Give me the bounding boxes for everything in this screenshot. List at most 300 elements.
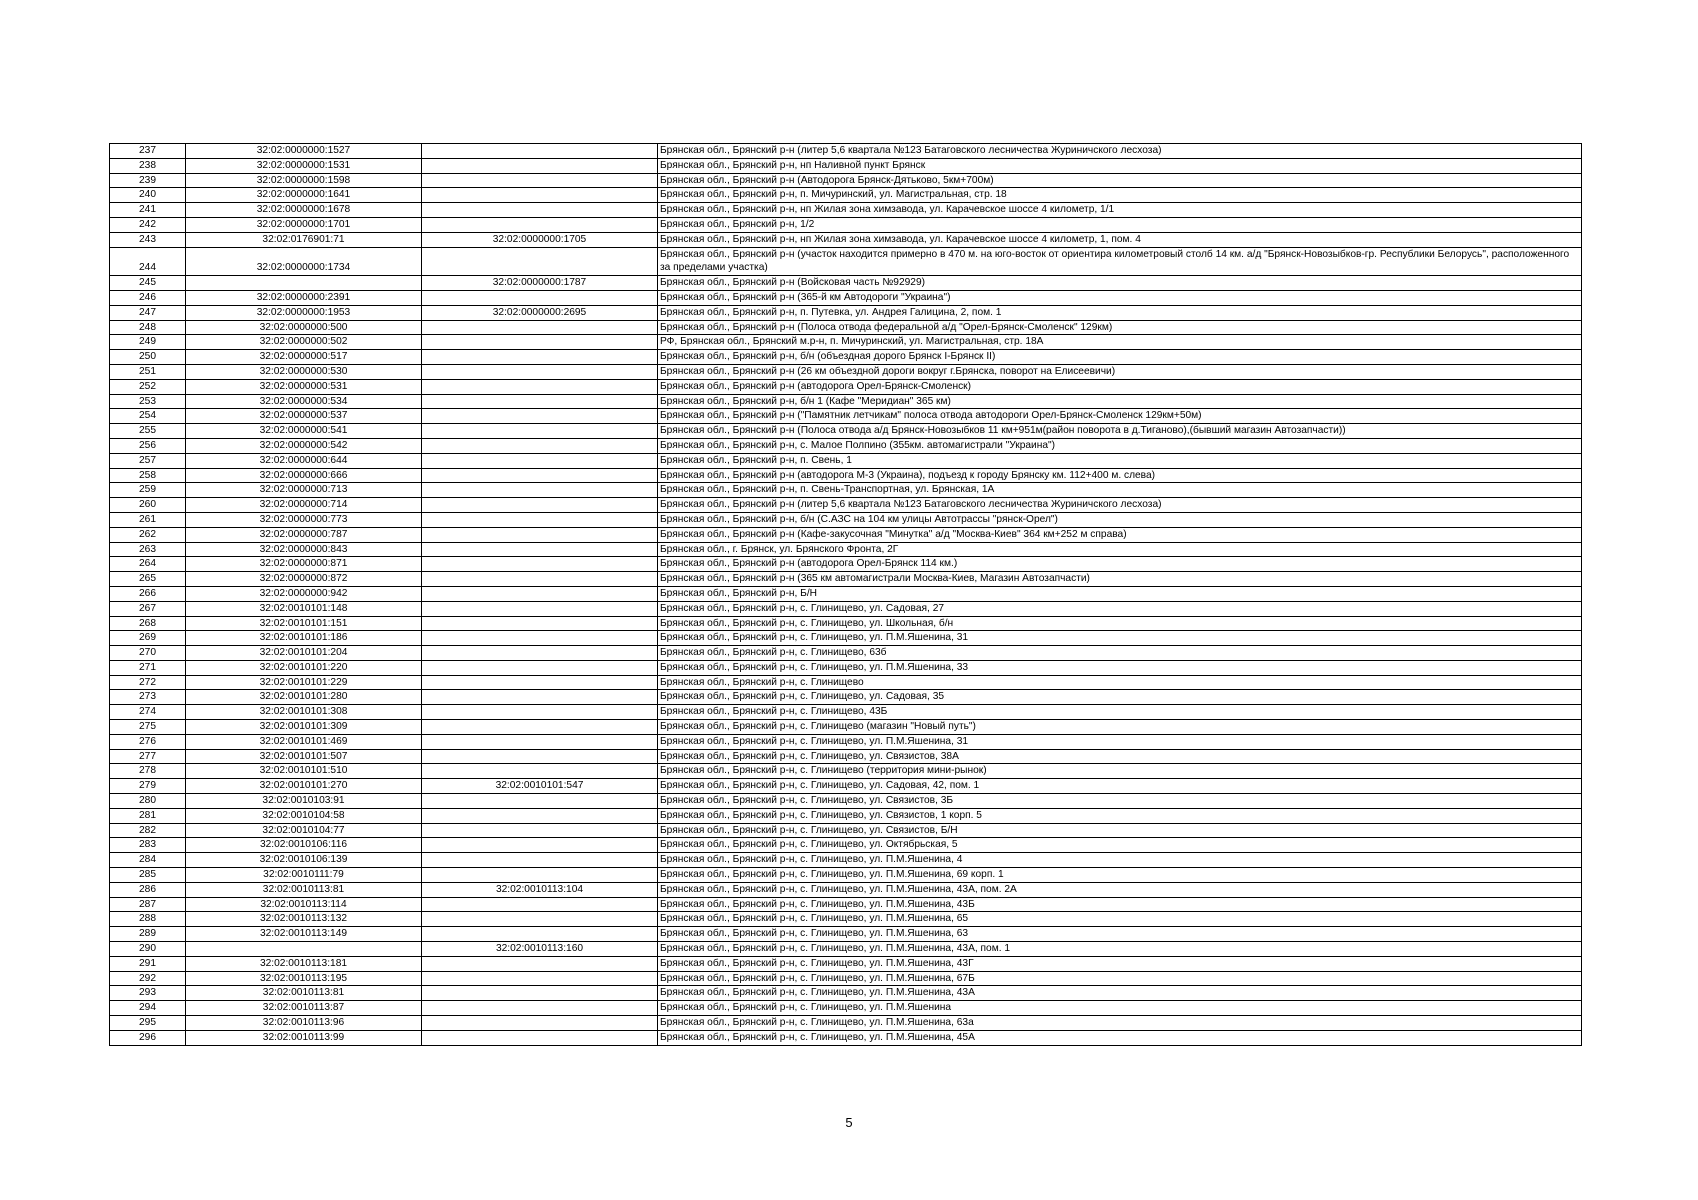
address: Брянская обл., Брянский р-н, с. Глинищево, ул. П.М.Яшенина, 4 <box>658 853 1582 868</box>
row-number: 277 <box>110 749 186 764</box>
row-number: 282 <box>110 823 186 838</box>
row-number: 289 <box>110 927 186 942</box>
row-number: 246 <box>110 290 186 305</box>
address: Брянская обл., Брянский р-н, с. Глинищево, ул. Октябрьская, 5 <box>658 838 1582 853</box>
table-row <box>110 764 1582 779</box>
row-number: 240 <box>110 188 186 203</box>
row-number: 285 <box>110 868 186 883</box>
related-cadastral-number <box>422 424 658 439</box>
table-row <box>110 986 1582 1001</box>
address: Брянская обл., Брянский р-н, с. Глинищево, ул. П.М.Яшенина, 45А <box>658 1030 1582 1045</box>
address: Брянская обл., Брянский р-н (Войсковая часть №92929) <box>658 276 1582 291</box>
row-number: 274 <box>110 705 186 720</box>
table-row <box>110 956 1582 971</box>
related-cadastral-number <box>422 409 658 424</box>
address: Брянская обл., Брянский р-н (365 км автомагистрали Москва-Киев, Магазин Автозапчасти) <box>658 572 1582 587</box>
related-cadastral-number <box>422 320 658 335</box>
address: Брянская обл., Брянский р-н (26 км объездной дороги вокруг г.Брянска, поворот на Елисеевичи) <box>658 364 1582 379</box>
address: Брянская обл., Брянский р-н, с. Глинищево, ул. П.М.Яшенина <box>658 1001 1582 1016</box>
row-number: 244 <box>110 247 186 276</box>
related-cadastral-number <box>422 646 658 661</box>
cadastral-number: 32:02:0010113:87 <box>186 1001 422 1016</box>
related-cadastral-number <box>422 290 658 305</box>
address: Брянская обл., Брянский р-н (Кафе-закусочная "Минутка" а/д "Москва-Киев" 364 км+252 м справа) <box>658 527 1582 542</box>
address: Брянская обл., Брянский р-н, с. Глинищево, ул. П.М.Яшенина, 65 <box>658 912 1582 927</box>
row-number: 241 <box>110 203 186 218</box>
related-cadastral-number <box>422 1016 658 1031</box>
cadastral-number: 32:02:0000000:517 <box>186 350 422 365</box>
table-row <box>110 468 1582 483</box>
cadastral-number: 32:02:0010101:151 <box>186 616 422 631</box>
cadastral-number: 32:02:0010101:469 <box>186 734 422 749</box>
related-cadastral-number: 32:02:0010101:547 <box>422 779 658 794</box>
table-row <box>110 838 1582 853</box>
cadastral-number: 32:02:0010106:116 <box>186 838 422 853</box>
cadastral-number: 32:02:0000000:531 <box>186 379 422 394</box>
table-row <box>110 808 1582 823</box>
related-cadastral-number <box>422 912 658 927</box>
related-cadastral-number <box>422 971 658 986</box>
address: Брянская обл., Брянский р-н, с. Глинищево (территория мини-рынок) <box>658 764 1582 779</box>
related-cadastral-number <box>422 173 658 188</box>
address: Брянская обл., Брянский р-н, п. Мичуринский, ул. Магистральная, стр. 18 <box>658 188 1582 203</box>
address: Брянская обл., Брянский р-н, с. Глинищево, ул. Садовая, 42, пом. 1 <box>658 779 1582 794</box>
cadastral-number: 32:02:0000000:1527 <box>186 144 422 159</box>
cadastral-number: 32:02:0010113:96 <box>186 1016 422 1031</box>
table-row <box>110 350 1582 365</box>
address: Брянская обл., Брянский р-н, с. Глинищево (магазин "Новый путь") <box>658 720 1582 735</box>
table-row <box>110 188 1582 203</box>
row-number: 279 <box>110 779 186 794</box>
row-number: 237 <box>110 144 186 159</box>
related-cadastral-number <box>422 453 658 468</box>
cadastral-number: 32:02:0000000:1734 <box>186 247 422 276</box>
cadastral-number: 32:02:0000000:530 <box>186 364 422 379</box>
row-number: 281 <box>110 808 186 823</box>
related-cadastral-number <box>422 868 658 883</box>
address: Брянская обл., Брянский р-н, нп Наливной пункт Брянск <box>658 158 1582 173</box>
related-cadastral-number <box>422 601 658 616</box>
related-cadastral-number <box>422 217 658 232</box>
cadastral-number: 32:02:0010111:79 <box>186 868 422 883</box>
row-number: 295 <box>110 1016 186 1031</box>
table-row <box>110 364 1582 379</box>
row-number: 256 <box>110 438 186 453</box>
row-number: 273 <box>110 690 186 705</box>
cadastral-number: 32:02:0010113:81 <box>186 882 422 897</box>
cadastral-number: 32:02:0000000:1531 <box>186 158 422 173</box>
table-row <box>110 1016 1582 1031</box>
address: Брянская обл., Брянский р-н (365-й км Автодороги "Украина") <box>658 290 1582 305</box>
table-row <box>110 616 1582 631</box>
address: Брянская обл., Брянский р-н, с. Малое Полпино (355км. автомагистрали "Украина") <box>658 438 1582 453</box>
table-row <box>110 409 1582 424</box>
row-number: 260 <box>110 498 186 513</box>
cadastral-number: 32:02:0000000:542 <box>186 438 422 453</box>
table-row <box>110 542 1582 557</box>
address: Брянская обл., Брянский р-н, с. Глинищево, ул. Садовая, 35 <box>658 690 1582 705</box>
row-number: 291 <box>110 956 186 971</box>
related-cadastral-number: 32:02:0000000:1705 <box>422 232 658 247</box>
related-cadastral-number <box>422 586 658 601</box>
cadastral-number: 32:02:0000000:1678 <box>186 203 422 218</box>
row-number: 271 <box>110 660 186 675</box>
related-cadastral-number <box>422 542 658 557</box>
table-row <box>110 498 1582 513</box>
cadastral-number: 32:02:0010113:99 <box>186 1030 422 1045</box>
row-number: 249 <box>110 335 186 350</box>
cadastral-number: 32:02:0010106:139 <box>186 853 422 868</box>
cadastral-number: 32:02:0010101:280 <box>186 690 422 705</box>
address: Брянская обл., Брянский р-н (литер 5,6 квартала №123 Батаговского лесничества Журиничского лесхоза) <box>658 498 1582 513</box>
cadastral-number: 32:02:0010103:91 <box>186 794 422 809</box>
row-number: 251 <box>110 364 186 379</box>
table-row <box>110 217 1582 232</box>
address: Брянская обл., Брянский р-н, б/н (объездная дорого Брянск I-Брянск II) <box>658 350 1582 365</box>
table-row <box>110 394 1582 409</box>
address: Брянская обл., Брянский р-н, с. Глинищево, ул. П.М.Яшенина, 43А <box>658 986 1582 1001</box>
table-row <box>110 453 1582 468</box>
table-row <box>110 276 1582 291</box>
related-cadastral-number <box>422 512 658 527</box>
address: Брянская обл., Брянский р-н, нп Жилая зона химзавода, ул. Карачевское шоссе 4 километр, 1/1 <box>658 203 1582 218</box>
row-number: 283 <box>110 838 186 853</box>
table-row <box>110 557 1582 572</box>
cadastral-number <box>186 276 422 291</box>
table-row <box>110 1030 1582 1045</box>
address: Брянская обл., Брянский р-н, п. Путевка, ул. Андрея Галицина, 2, пом. 1 <box>658 305 1582 320</box>
row-number: 278 <box>110 764 186 779</box>
cadastral-number: 32:02:0010113:181 <box>186 956 422 971</box>
address: Брянская обл., Брянский р-н, с. Глинищево <box>658 675 1582 690</box>
table-row <box>110 675 1582 690</box>
cadastral-number: 32:02:0010101:270 <box>186 779 422 794</box>
cadastral-number: 32:02:0010101:186 <box>186 631 422 646</box>
address: Брянская обл., Брянский р-н, с. Глинищево, ул. Связистов, Б/Н <box>658 823 1582 838</box>
related-cadastral-number <box>422 838 658 853</box>
table-row <box>110 631 1582 646</box>
row-number: 265 <box>110 572 186 587</box>
row-number: 245 <box>110 276 186 291</box>
cadastral-number: 32:02:0000000:773 <box>186 512 422 527</box>
related-cadastral-number <box>422 364 658 379</box>
row-number: 252 <box>110 379 186 394</box>
table-row <box>110 572 1582 587</box>
related-cadastral-number <box>422 350 658 365</box>
address: Брянская обл., Брянский р-н (Полоса отвода а/д Брянск-Новозыбков 11 км+951м(район поворота в д.Тиганово),(бывший магазин Автозапчасти)) <box>658 424 1582 439</box>
table-row <box>110 424 1582 439</box>
table-row <box>110 927 1582 942</box>
address: Брянская обл., Брянский р-н, с. Глинищево, 43Б <box>658 705 1582 720</box>
related-cadastral-number <box>422 527 658 542</box>
table-row <box>110 512 1582 527</box>
related-cadastral-number <box>422 247 658 276</box>
row-number: 238 <box>110 158 186 173</box>
table-row <box>110 173 1582 188</box>
related-cadastral-number <box>422 557 658 572</box>
cadastral-number: 32:02:0000000:502 <box>186 335 422 350</box>
cadastral-number: 32:02:0010113:81 <box>186 986 422 1001</box>
address: Брянская обл., Брянский р-н (литер 5,6 квартала №123 Батаговского лесничества Журиничского лесхоза) <box>658 144 1582 159</box>
related-cadastral-number <box>422 853 658 868</box>
table-row <box>110 1001 1582 1016</box>
row-number: 266 <box>110 586 186 601</box>
related-cadastral-number <box>422 631 658 646</box>
cadastral-number: 32:02:0010101:507 <box>186 749 422 764</box>
related-cadastral-number: 32:02:0010113:160 <box>422 942 658 957</box>
cadastral-number: 32:02:0010101:204 <box>186 646 422 661</box>
row-number: 280 <box>110 794 186 809</box>
related-cadastral-number <box>422 379 658 394</box>
related-cadastral-number <box>422 483 658 498</box>
row-number: 270 <box>110 646 186 661</box>
cadastral-number: 32:02:0000000:871 <box>186 557 422 572</box>
address: Брянская обл., Брянский р-н, с. Глинищево, ул. П.М.Яшенина, 31 <box>658 734 1582 749</box>
row-number: 258 <box>110 468 186 483</box>
table-row <box>110 247 1582 276</box>
table-row <box>110 720 1582 735</box>
address: Брянская обл., Брянский р-н, с. Глинищево, ул. Связистов, 3Б <box>658 794 1582 809</box>
related-cadastral-number <box>422 394 658 409</box>
related-cadastral-number <box>422 438 658 453</box>
row-number: 262 <box>110 527 186 542</box>
table-row <box>110 912 1582 927</box>
row-number: 296 <box>110 1030 186 1045</box>
row-number: 243 <box>110 232 186 247</box>
table-row <box>110 823 1582 838</box>
table-row <box>110 144 1582 159</box>
cadastral-number <box>186 942 422 957</box>
cadastral-number: 32:02:0010101:510 <box>186 764 422 779</box>
address: Брянская обл., Брянский р-н, п. Свень, 1 <box>658 453 1582 468</box>
address: Брянская обл., Брянский р-н, с. Глинищево, ул. П.М.Яшенина, 69 корп. 1 <box>658 868 1582 883</box>
table-row <box>110 646 1582 661</box>
address: Брянская обл., Брянский р-н, п. Свень-Транспортная, ул. Брянская, 1А <box>658 483 1582 498</box>
row-number: 255 <box>110 424 186 439</box>
cadastral-number: 32:02:0010113:195 <box>186 971 422 986</box>
table-row <box>110 942 1582 957</box>
cadastral-number: 32:02:0000000:787 <box>186 527 422 542</box>
address: Брянская обл., Брянский р-н, с. Глинищево, ул. П.М.Яшенина, 33 <box>658 660 1582 675</box>
related-cadastral-number <box>422 794 658 809</box>
address: Брянская обл., Брянский р-н, Б/Н <box>658 586 1582 601</box>
related-cadastral-number <box>422 720 658 735</box>
table-row <box>110 290 1582 305</box>
table-row <box>110 779 1582 794</box>
table-row <box>110 483 1582 498</box>
row-number: 261 <box>110 512 186 527</box>
row-number: 242 <box>110 217 186 232</box>
related-cadastral-number <box>422 675 658 690</box>
related-cadastral-number <box>422 956 658 971</box>
row-number: 275 <box>110 720 186 735</box>
related-cadastral-number <box>422 986 658 1001</box>
row-number: 239 <box>110 173 186 188</box>
related-cadastral-number <box>422 897 658 912</box>
row-number: 290 <box>110 942 186 957</box>
cadastral-number: 32:02:0010101:308 <box>186 705 422 720</box>
address: Брянская обл., Брянский р-н (автодорога Орел-Брянск 114 км.) <box>658 557 1582 572</box>
address: Брянская обл., Брянский р-н, с. Глинищево, ул. Связистов, 1 корп. 5 <box>658 808 1582 823</box>
row-number: 247 <box>110 305 186 320</box>
row-number: 272 <box>110 675 186 690</box>
registry-table <box>109 143 1582 1046</box>
cadastral-number: 32:02:0000000:534 <box>186 394 422 409</box>
address: Брянская обл., Брянский р-н, с. Глинищево, ул. Связистов, 38А <box>658 749 1582 764</box>
table-row <box>110 853 1582 868</box>
row-number: 253 <box>110 394 186 409</box>
cadastral-number: 32:02:0000000:541 <box>186 424 422 439</box>
table-row <box>110 203 1582 218</box>
address: Брянская обл., Брянский р-н (автодорога Орел-Брянск-Смоленск) <box>658 379 1582 394</box>
table-row <box>110 601 1582 616</box>
table-row <box>110 690 1582 705</box>
row-number: 257 <box>110 453 186 468</box>
row-number: 268 <box>110 616 186 631</box>
table-row <box>110 586 1582 601</box>
related-cadastral-number <box>422 927 658 942</box>
cadastral-number: 32:02:0010104:77 <box>186 823 422 838</box>
cadastral-number: 32:02:0000000:537 <box>186 409 422 424</box>
address: Брянская обл., Брянский р-н, с. Глинищево, ул. П.М.Яшенина, 63а <box>658 1016 1582 1031</box>
table-row <box>110 527 1582 542</box>
address: Брянская обл., Брянский р-н, с. Глинищево, ул. П.М.Яшенина, 67Б <box>658 971 1582 986</box>
table-row <box>110 379 1582 394</box>
related-cadastral-number: 32:02:0010113:104 <box>422 882 658 897</box>
cadastral-number: 32:02:0010101:148 <box>186 601 422 616</box>
table-row <box>110 438 1582 453</box>
cadastral-number: 32:02:0000000:2391 <box>186 290 422 305</box>
address: Брянская обл., Брянский р-н, с. Глинищево, ул. П.М.Яшенина, 43Б <box>658 897 1582 912</box>
table-row <box>110 882 1582 897</box>
cadastral-number: 32:02:0000000:500 <box>186 320 422 335</box>
table-row <box>110 868 1582 883</box>
cadastral-number: 32:02:0010101:309 <box>186 720 422 735</box>
cadastral-number: 32:02:0010104:58 <box>186 808 422 823</box>
row-number: 248 <box>110 320 186 335</box>
address: Брянская обл., Брянский р-н, с. Глинищево, 63б <box>658 646 1582 661</box>
cadastral-number: 32:02:0000000:1641 <box>186 188 422 203</box>
related-cadastral-number <box>422 468 658 483</box>
related-cadastral-number <box>422 188 658 203</box>
table-row <box>110 705 1582 720</box>
address: Брянская обл., Брянский р-н, с. Глинищево, ул. П.М.Яшенина, 43Г <box>658 956 1582 971</box>
related-cadastral-number <box>422 660 658 675</box>
table-row <box>110 971 1582 986</box>
address: Брянская обл., Брянский р-н, б/н (С.АЗС на 104 км улицы Автотрассы "рянск-Орел") <box>658 512 1582 527</box>
table-row <box>110 660 1582 675</box>
row-number: 254 <box>110 409 186 424</box>
related-cadastral-number <box>422 764 658 779</box>
table-row <box>110 734 1582 749</box>
cadastral-number: 32:02:0000000:872 <box>186 572 422 587</box>
address: Брянская обл., Брянский р-н, с. Глинищево, ул. П.М.Яшенина, 31 <box>658 631 1582 646</box>
table-row <box>110 158 1582 173</box>
table-row <box>110 335 1582 350</box>
address: Брянская обл., г. Брянск, ул. Брянского Фронта, 2Г <box>658 542 1582 557</box>
cadastral-number: 32:02:0010113:149 <box>186 927 422 942</box>
related-cadastral-number <box>422 572 658 587</box>
cadastral-number: 32:02:0010101:220 <box>186 660 422 675</box>
cadastral-number: 32:02:0176901:71 <box>186 232 422 247</box>
row-number: 276 <box>110 734 186 749</box>
row-number: 294 <box>110 1001 186 1016</box>
row-number: 284 <box>110 853 186 868</box>
table-row <box>110 897 1582 912</box>
table-row <box>110 320 1582 335</box>
related-cadastral-number <box>422 498 658 513</box>
address: Брянская обл., Брянский р-н, с. Глинищево, ул. П.М.Яшенина, 43А, пом. 2А <box>658 882 1582 897</box>
address: РФ, Брянская обл., Брянский м.р-н, п. Мичуринский, ул. Магистральная, стр. 18А <box>658 335 1582 350</box>
row-number: 267 <box>110 601 186 616</box>
row-number: 287 <box>110 897 186 912</box>
cadastral-number: 32:02:0000000:644 <box>186 453 422 468</box>
address: Брянская обл., Брянский р-н (Полоса отвода федеральной а/д "Орел-Брянск-Смоленск" 129км) <box>658 320 1582 335</box>
related-cadastral-number <box>422 1030 658 1045</box>
address: Брянская обл., Брянский р-н, с. Глинищево, ул. П.М.Яшенина, 63 <box>658 927 1582 942</box>
row-number: 292 <box>110 971 186 986</box>
cadastral-number: 32:02:0000000:666 <box>186 468 422 483</box>
address: Брянская обл., Брянский р-н, 1/2 <box>658 217 1582 232</box>
table-row <box>110 232 1582 247</box>
cadastral-number: 32:02:0010113:114 <box>186 897 422 912</box>
address: Брянская обл., Брянский р-н (Автодорога Брянск-Дятьково, 5км+700м) <box>658 173 1582 188</box>
cadastral-number: 32:02:0000000:1598 <box>186 173 422 188</box>
address: Брянская обл., Брянский р-н, б/н 1 (Кафе "Меридиан" 365 км) <box>658 394 1582 409</box>
address: Брянская обл., Брянский р-н, нп Жилая зона химзавода, ул. Карачевское шоссе 4 километр, 1, пом. 4 <box>658 232 1582 247</box>
cadastral-number: 32:02:0000000:1953 <box>186 305 422 320</box>
address: Брянская обл., Брянский р-н (участок находится примерно в 470 м. на юго-восток от ориентира километровый столб 14 км. а/д "Брянск-Новозыбков-гр. Республики Белорусь", расположенного за пределами участка) <box>658 247 1582 276</box>
page-number: 5 <box>845 1115 853 1130</box>
row-number: 288 <box>110 912 186 927</box>
row-number: 250 <box>110 350 186 365</box>
address: Брянская обл., Брянский р-н, с. Глинищево, ул. Садовая, 27 <box>658 601 1582 616</box>
address: Брянская обл., Брянский р-н ("Памятник летчикам" полоса отвода автодороги Орел-Брянск-Смоленск 129км+50м) <box>658 409 1582 424</box>
address: Брянская обл., Брянский р-н, с. Глинищево, ул. П.М.Яшенина, 43А, пом. 1 <box>658 942 1582 957</box>
related-cadastral-number <box>422 823 658 838</box>
related-cadastral-number <box>422 158 658 173</box>
related-cadastral-number <box>422 749 658 764</box>
cadastral-number: 32:02:0000000:843 <box>186 542 422 557</box>
related-cadastral-number <box>422 203 658 218</box>
related-cadastral-number <box>422 616 658 631</box>
address: Брянская обл., Брянский р-н, с. Глинищево, ул. Школьная, б/н <box>658 616 1582 631</box>
address: Брянская обл., Брянский р-н (автодорога М-3 (Украина), подъезд к городу Брянску км. 112+400 м. слева) <box>658 468 1582 483</box>
cadastral-number: 32:02:0000000:713 <box>186 483 422 498</box>
row-number: 259 <box>110 483 186 498</box>
cadastral-number: 32:02:0000000:714 <box>186 498 422 513</box>
cadastral-number: 32:02:0010101:229 <box>186 675 422 690</box>
related-cadastral-number <box>422 690 658 705</box>
cadastral-number: 32:02:0010113:132 <box>186 912 422 927</box>
row-number: 286 <box>110 882 186 897</box>
related-cadastral-number <box>422 1001 658 1016</box>
related-cadastral-number <box>422 144 658 159</box>
related-cadastral-number <box>422 335 658 350</box>
related-cadastral-number: 32:02:0000000:2695 <box>422 305 658 320</box>
related-cadastral-number <box>422 808 658 823</box>
related-cadastral-number: 32:02:0000000:1787 <box>422 276 658 291</box>
row-number: 293 <box>110 986 186 1001</box>
cadastral-number: 32:02:0000000:942 <box>186 586 422 601</box>
related-cadastral-number <box>422 705 658 720</box>
row-number: 263 <box>110 542 186 557</box>
related-cadastral-number <box>422 734 658 749</box>
table-row <box>110 794 1582 809</box>
registry-table-body <box>110 144 1582 1046</box>
row-number: 269 <box>110 631 186 646</box>
table-row <box>110 305 1582 320</box>
